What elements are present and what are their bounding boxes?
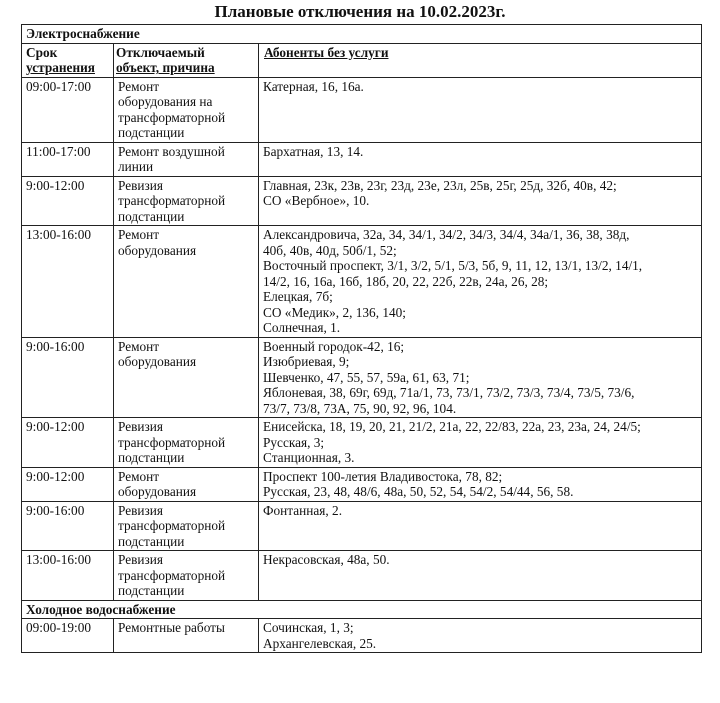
subscriber-line: Сочинская, 1, 3;: [263, 620, 354, 635]
subscriber-line: Яблоневая, 38, 69г, 69д, 71а/1, 73, 73/1, 73/2, 73/3, 73/4, 73/5, 73/6,: [263, 385, 635, 400]
subscriber-line: Архангелевская, 25.: [263, 635, 377, 651]
object-line: трансформаторной: [118, 567, 226, 583]
subscriber-line: Восточный проспект, 3/1, 3/2, 5/1, 5/3, 5б, 9, 11, 12, 13/1, 13/2, 14/1,: [263, 258, 643, 273]
time-cell: 11:00-17:00: [22, 142, 114, 176]
object-line: подстанции: [118, 208, 185, 224]
object-line: Ревизия: [118, 502, 164, 518]
table-row: [22, 226, 702, 338]
table-row: [22, 337, 702, 418]
time-cell: 9:00-12:00: [22, 176, 114, 226]
header-object: [114, 43, 259, 77]
header-subscribers: [259, 43, 702, 77]
subscriber-line: 73/7, 73/8, 73А, 75, 90, 92, 96, 104.: [263, 400, 457, 416]
header-row: [22, 43, 702, 77]
object-line: оборудования на: [118, 94, 213, 109]
object-cell: [114, 619, 259, 653]
subscribers-cell: [259, 501, 702, 551]
object-line: подстанции: [118, 533, 185, 549]
object-cell: [114, 337, 259, 418]
time-cell: 9:00-12:00: [22, 418, 114, 468]
object-line: трансформаторной: [118, 434, 226, 450]
subscriber-line: Александровича, 32а, 34, 34/1, 34/2, 34/3, 34/4, 34а/1, 36, 38, 38д,: [263, 227, 630, 242]
table-row: [22, 551, 702, 601]
subscriber-line: СО «Медик», 2, 136, 140;: [263, 304, 406, 320]
subscriber-line: Русская, 3;: [263, 434, 325, 450]
subscribers-cell: [259, 551, 702, 601]
object-line: Ревизия: [118, 552, 164, 567]
subscriber-line: Фонтанная, 2.: [263, 502, 343, 518]
object-line: Ремонт: [118, 338, 160, 354]
subscriber-line: Катерная, 16, 16а.: [263, 78, 364, 94]
header-object-line: объект, причина: [116, 60, 215, 75]
table-row: [22, 619, 702, 653]
table-row: [22, 176, 702, 226]
subscribers-cell: [259, 176, 702, 226]
subscriber-line: СО «Вербное», 10.: [263, 193, 370, 208]
time-cell: 9:00-16:00: [22, 501, 114, 551]
header-term: [22, 43, 114, 77]
outage-schedule-table: [21, 24, 702, 653]
subscriber-line: Бархатная, 13, 14.: [263, 143, 364, 159]
object-cell: [114, 418, 259, 468]
object-line: подстанции: [118, 450, 185, 465]
time-cell: 09:00-17:00: [22, 77, 114, 142]
subscribers-cell: [259, 619, 702, 653]
subscriber-line: 14/2, 16, 16а, 16б, 18б, 20, 22, 22б, 22в, 24а, 26, 28;: [263, 273, 549, 289]
object-cell: [114, 226, 259, 338]
object-line: подстанции: [118, 125, 185, 140]
object-cell: [114, 142, 259, 176]
section-row: [22, 25, 702, 44]
subscribers-cell: [259, 77, 702, 142]
time-cell: 13:00-16:00: [22, 226, 114, 338]
section-row: [22, 600, 702, 619]
object-line: трансформаторной: [118, 518, 226, 533]
object-line: Ремонт: [118, 227, 160, 242]
object-line: трансформаторной: [118, 109, 226, 125]
object-line: подстанции: [118, 583, 185, 598]
subscribers-cell: [259, 226, 702, 338]
header-subscribers-label: Абоненты без услуги: [264, 44, 389, 60]
time-cell: 13:00-16:00: [22, 551, 114, 601]
object-cell: [114, 501, 259, 551]
object-line: оборудования: [118, 242, 197, 258]
time-cell: 9:00-12:00: [22, 467, 114, 501]
page-title: Плановые отключения на 10.02.2023г.: [214, 2, 506, 21]
header-term-line: устранения: [26, 60, 95, 75]
object-line: Ремонт: [118, 468, 160, 484]
subscriber-line: Главная, 23к, 23в, 23г, 23д, 23е, 23л, 25в, 25г, 25д, 32б, 40в, 42;: [263, 177, 617, 193]
section-title: Электроснабжение: [22, 25, 702, 44]
table-row: [22, 418, 702, 468]
object-line: трансформаторной: [118, 193, 226, 208]
subscriber-line: Станционная, 3.: [263, 450, 355, 465]
object-line: линии: [118, 159, 154, 174]
subscribers-cell: [259, 418, 702, 468]
object-line: Ревизия: [118, 177, 164, 193]
object-line: оборудования: [118, 484, 197, 499]
object-line: Ремонт: [118, 78, 160, 94]
object-cell: [114, 176, 259, 226]
subscribers-cell: [259, 337, 702, 418]
object-cell: [114, 467, 259, 501]
subscribers-cell: [259, 467, 702, 501]
subscriber-line: Проспект 100-летия Владивостока, 78, 82;: [263, 468, 503, 484]
table-row: [22, 501, 702, 551]
subscriber-line: Изюбриевая, 9;: [263, 354, 350, 369]
table-row: [22, 77, 702, 142]
subscriber-line: Некрасовская, 48а, 50.: [263, 552, 390, 567]
subscriber-line: Солнечная, 1.: [263, 320, 341, 335]
subscriber-line: Елецкая, 7б;: [263, 289, 333, 304]
object-line: Ремонт воздушной: [118, 143, 225, 159]
object-cell: [114, 551, 259, 601]
table-row: [22, 142, 702, 176]
subscriber-line: 40б, 40в, 40д, 50б/1, 52;: [263, 242, 397, 258]
object-line: Ревизия: [118, 419, 164, 434]
object-cell: [114, 77, 259, 142]
subscribers-cell: [259, 142, 702, 176]
subscriber-line: Русская, 23, 48, 48/6, 48а, 50, 52, 54, 54/2, 54/44, 56, 58.: [263, 484, 574, 499]
time-cell: 9:00-16:00: [22, 337, 114, 418]
time-cell: 09:00-19:00: [22, 619, 114, 653]
header-term-line: Срок: [26, 44, 58, 60]
section-title: Холодное водоснабжение: [22, 600, 702, 619]
object-line: Ремонтные работы: [118, 620, 225, 635]
table-row: [22, 467, 702, 501]
object-line: оборудования: [118, 354, 197, 369]
subscriber-line: Енисейска, 18, 19, 20, 21, 21/2, 21а, 22, 22/83, 22а, 23, 23а, 24, 24/5;: [263, 419, 641, 434]
subscriber-line: Военный городок-42, 16;: [263, 338, 405, 354]
subscriber-line: Шевченко, 47, 55, 57, 59а, 61, 63, 71;: [263, 369, 470, 385]
header-object-line: Отключаемый: [116, 44, 205, 60]
